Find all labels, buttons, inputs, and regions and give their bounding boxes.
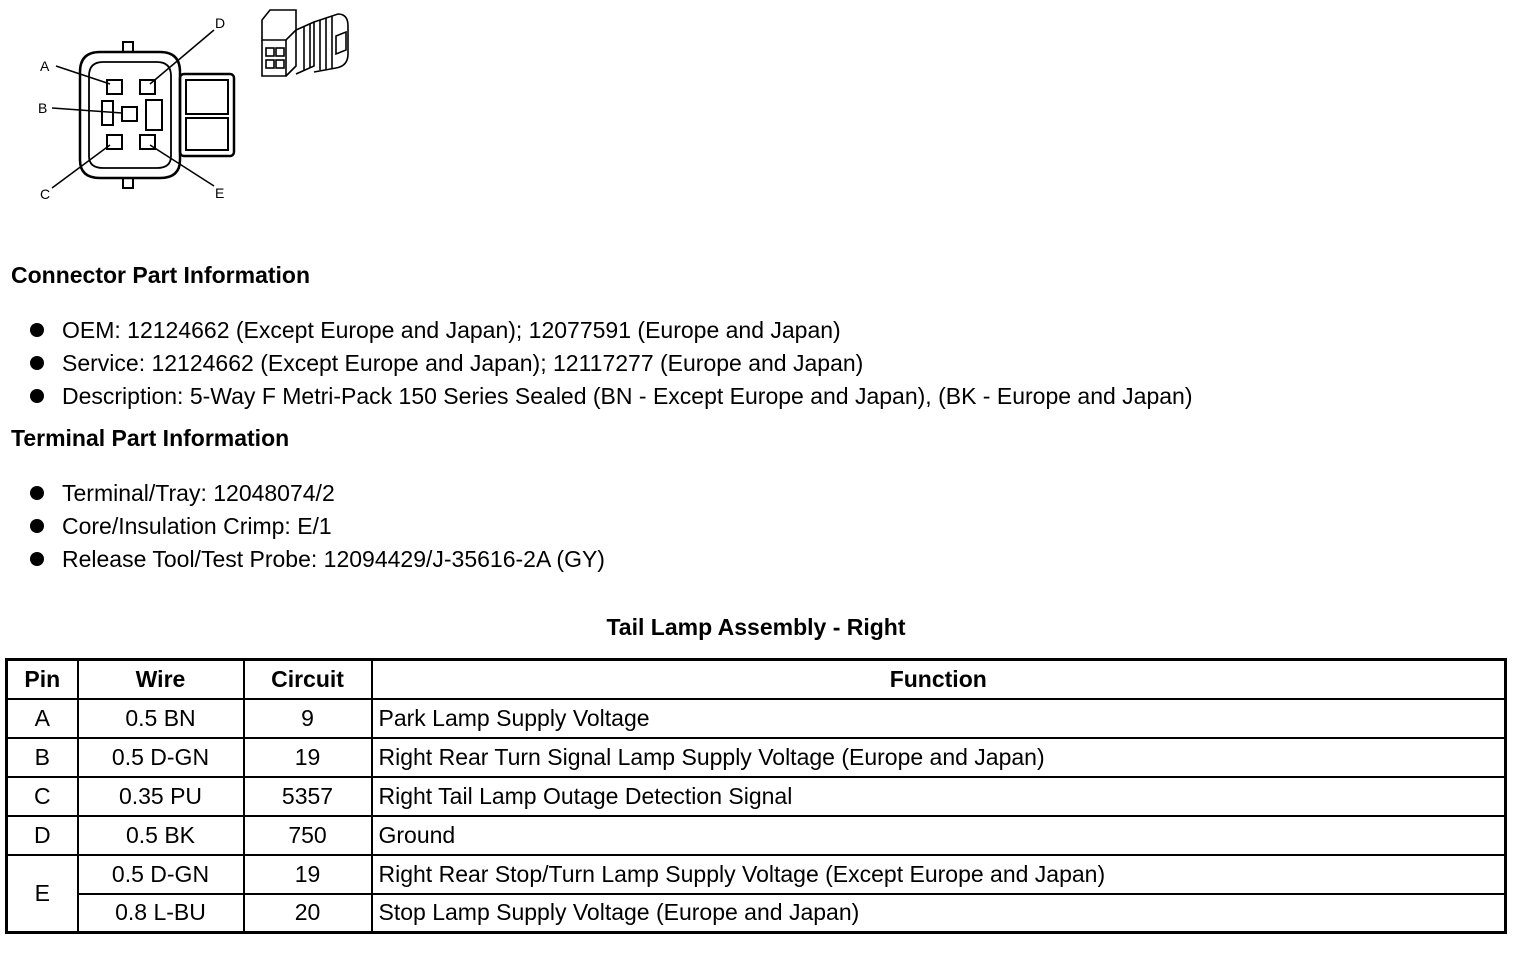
leader-d [150,30,214,84]
cell-circuit: 19 [244,855,372,894]
header-circuit: Circuit [244,660,372,699]
cell-pin: E [7,855,78,933]
cell-circuit: 20 [244,894,372,933]
cell-wire: 0.5 BK [78,816,244,855]
leader-a [56,66,110,84]
bullet-icon [30,356,44,370]
table-header-row [7,660,1506,699]
list-item: Service: 12124662 (Except Europe and Japan); 12117277 (Europe and Japan) [28,347,1193,380]
connector-part-list [28,314,1193,413]
cell-pin: D [7,816,78,855]
header-function: Function [372,660,1506,699]
list-item: Terminal/Tray: 12048074/2 [28,477,605,510]
bottom-tab [123,178,133,188]
top-tab [123,42,133,52]
latch-inner-bottom [186,118,228,150]
table-row [7,699,1506,738]
pin-label-e: E [215,185,225,201]
cell-wire: 0.5 BN [78,699,244,738]
leader-e [150,145,214,186]
pin-label-a: A [40,58,50,74]
cell-circuit: 750 [244,816,372,855]
bullet-icon [30,552,44,566]
cell-function: Right Rear Turn Signal Lamp Supply Voltage (Europe and Japan) [372,738,1506,777]
list-item: Release Tool/Test Probe: 12094429/J-35616-2A (GY) [28,543,605,576]
latch-inner-top [186,80,228,114]
cell-pin: A [7,699,78,738]
connector-diagram [0,0,380,220]
cavity-c [107,135,122,149]
pin-table [5,658,1507,934]
bullet-icon [30,389,44,403]
cell-circuit: 19 [244,738,372,777]
cell-circuit: 5357 [244,777,372,816]
cell-function: Stop Lamp Supply Voltage (Europe and Japan) [372,894,1506,933]
list-item: Core/Insulation Crimp: E/1 [28,510,605,543]
leader-b [52,108,122,113]
cell-function: Right Rear Stop/Turn Lamp Supply Voltage (Except Europe and Japan) [372,855,1506,894]
cavity-a [107,80,122,94]
header-wire: Wire [78,660,244,699]
cavity-b-side [102,101,113,125]
table-row [7,855,1506,894]
list-item: Description: 5-Way F Metri-Pack 150 Series Sealed (BN - Except Europe and Japan), (BK - Europe and Japan) [28,380,1193,413]
cavity-b [122,107,137,121]
cell-pin: B [7,738,78,777]
cell-wire: 0.5 D-GN [78,738,244,777]
cell-function: Ground [372,816,1506,855]
table-row [7,777,1506,816]
connector-part-heading: Connector Part Information [11,262,311,288]
table-row [7,816,1506,855]
table-row [7,894,1506,933]
terminal-part-list [28,477,605,576]
cell-circuit: 9 [244,699,372,738]
connector-3d-view [262,10,348,76]
pin-label-d: D [215,15,226,31]
cell-function: Park Lamp Supply Voltage [372,699,1506,738]
bullet-icon [30,519,44,533]
cell-wire: 0.5 D-GN [78,855,244,894]
pin-label-b: B [38,100,48,116]
cell-wire: 0.35 PU [78,777,244,816]
table-row [7,738,1506,777]
cavity-key [146,100,162,130]
cell-wire: 0.8 L-BU [78,894,244,933]
table-title: Tail Lamp Assembly - Right [606,614,906,640]
header-pin: Pin [7,660,78,699]
pin-label-c: C [40,186,51,202]
list-item: OEM: 12124662 (Except Europe and Japan); 12077591 (Europe and Japan) [28,314,1193,347]
cell-pin: C [7,777,78,816]
bullet-icon [30,323,44,337]
bullet-icon [30,486,44,500]
terminal-part-heading: Terminal Part Information [11,425,290,451]
cell-function: Right Tail Lamp Outage Detection Signal [372,777,1506,816]
